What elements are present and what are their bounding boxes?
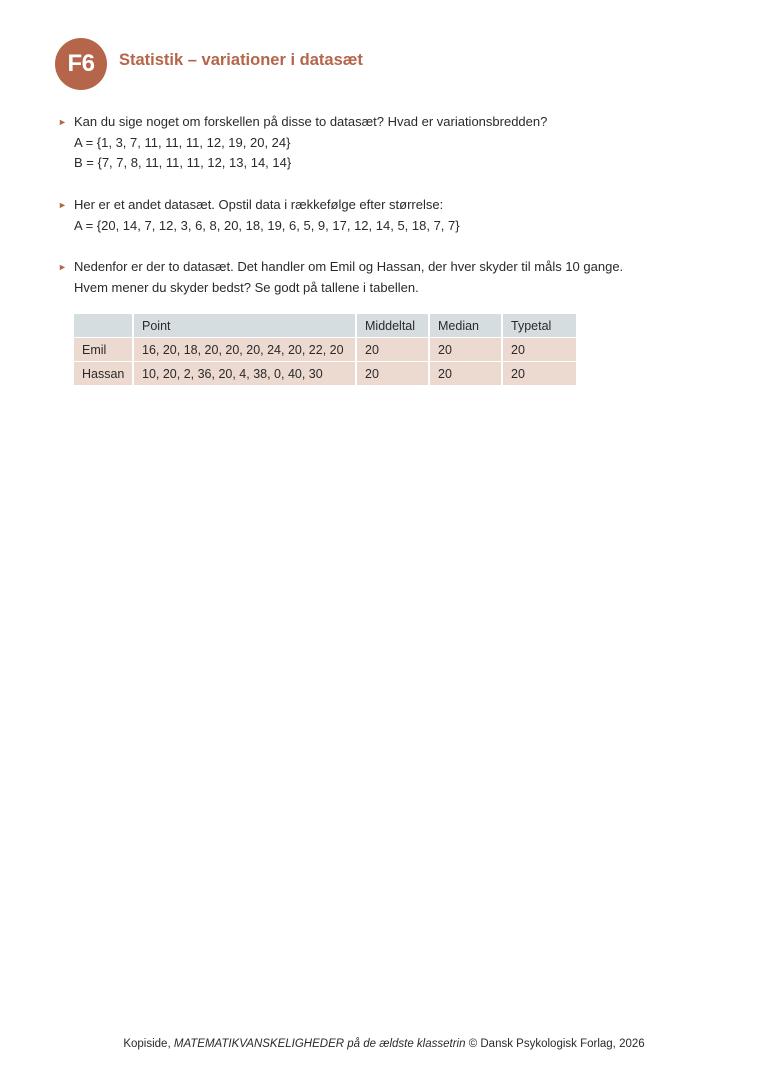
task-3-question: Hvem mener du skyder bedst? Se godt på tallene i tabellen. bbox=[74, 279, 419, 295]
row-typetal-cell: 20 bbox=[502, 362, 576, 386]
header-cell-point: Point bbox=[133, 314, 356, 338]
task-1 bbox=[58, 112, 547, 174]
table-row bbox=[74, 338, 576, 362]
task-1-question: Kan du sige noget om forskellen på disse to datasæt? Hvad er variationsbredden? bbox=[74, 114, 548, 129]
header-cell-typetal: Typetal bbox=[502, 314, 576, 338]
bullet-arrow-icon: ► bbox=[58, 117, 67, 127]
table-row bbox=[74, 362, 576, 386]
footer-copyright: © Dansk Psykologisk Forlag, 2026 bbox=[465, 1038, 645, 1050]
footer-prefix: Kopiside, bbox=[123, 1038, 174, 1050]
task-2 bbox=[58, 195, 460, 236]
task-2-question: Her er et andet datasæt. Opstil data i rækkefølge efter størrelse: bbox=[74, 197, 444, 212]
task-3-text: Nedenfor er der to datasæt. Det handler om Emil og Hassan, der hver skyder til måls 10 gange. bbox=[74, 259, 624, 274]
row-point-cell: 10, 20, 2, 36, 20, 4, 38, 0, 40, 30 bbox=[133, 362, 356, 386]
task-1-set-b: B = {7, 7, 8, 11, 11, 11, 12, 13, 14, 14} bbox=[74, 155, 292, 170]
row-typetal-cell: 20 bbox=[502, 338, 576, 362]
page-title: Statistik – variationer i datasæt bbox=[119, 51, 363, 69]
row-middeltal-cell: 20 bbox=[356, 362, 429, 386]
task-1-set-a: A = {1, 3, 7, 11, 11, 11, 12, 19, 20, 24} bbox=[74, 134, 291, 150]
footer-book-title: MATEMATIKVANSKELIGHEDER på de ældste klassetrin bbox=[173, 1038, 466, 1050]
bullet-arrow-icon: ► bbox=[58, 200, 67, 210]
row-point-cell: 16, 20, 18, 20, 20, 20, 24, 20, 22, 20 bbox=[133, 338, 356, 362]
section-badge-label: F6 bbox=[67, 50, 95, 77]
section-badge bbox=[55, 38, 107, 90]
table-header-row bbox=[74, 314, 576, 338]
bullet-arrow-icon: ► bbox=[58, 262, 67, 272]
row-median-cell: 20 bbox=[429, 362, 502, 386]
row-name-cell: Hassan bbox=[74, 362, 133, 386]
page-footer bbox=[0, 1038, 768, 1050]
task-2-set-a: A = {20, 14, 7, 12, 3, 6, 8, 20, 18, 19, 6, 5, 9, 17, 12, 14, 5, 18, 7, 7} bbox=[74, 217, 460, 233]
header-cell-middeltal: Middeltal bbox=[356, 314, 429, 338]
row-name-cell: Emil bbox=[74, 338, 133, 362]
row-median-cell: 20 bbox=[429, 338, 502, 362]
row-middeltal-cell: 20 bbox=[356, 338, 429, 362]
header-cell-name bbox=[74, 314, 133, 338]
scores-table bbox=[74, 314, 576, 386]
task-3 bbox=[58, 257, 623, 298]
header-cell-median: Median bbox=[429, 314, 502, 338]
